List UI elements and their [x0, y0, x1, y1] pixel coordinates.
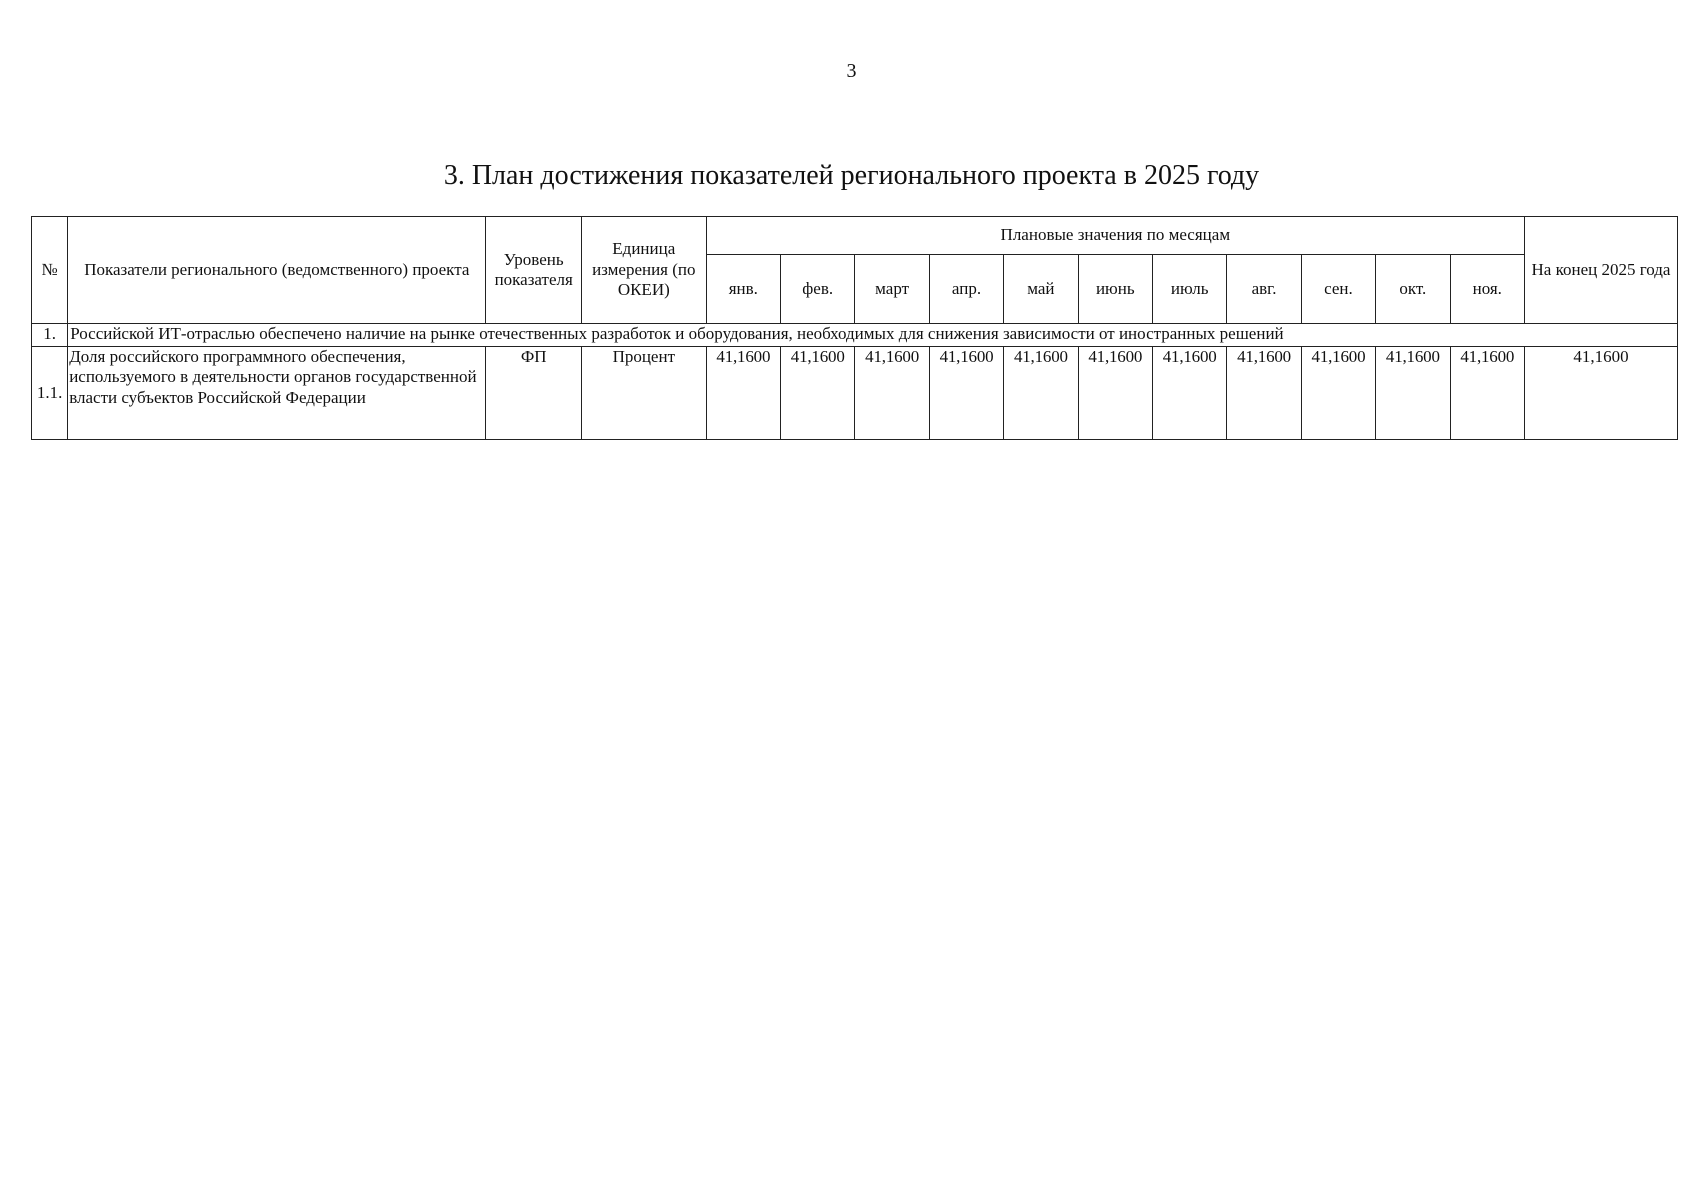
section-row [32, 324, 1678, 347]
table-row [32, 347, 1678, 440]
indicators-plan-table [31, 216, 1678, 440]
header-month: сен. [1301, 255, 1375, 324]
header-monthly-group: Плановые значения по месяцам [706, 217, 1524, 255]
section-num: 1. [32, 324, 68, 347]
row-month-value: 41,1600 [1301, 347, 1375, 440]
row-unit: Процент [581, 347, 706, 440]
header-year-end: На конец 2025 года [1525, 217, 1678, 324]
header-level: Уровень показателя [486, 217, 582, 324]
header-month: авг. [1227, 255, 1301, 324]
header-month: ноя. [1450, 255, 1524, 324]
row-month-value: 41,1600 [1152, 347, 1226, 440]
header-month: окт. [1376, 255, 1450, 324]
row-month-value: 41,1600 [929, 347, 1003, 440]
header-month: июнь [1078, 255, 1152, 324]
row-indicator: Доля российского программного обеспечения, используемого в деятельности органов государственной власти субъектов Российской Федерации [68, 347, 486, 440]
row-num: 1.1. [32, 347, 68, 440]
row-month-value: 41,1600 [1227, 347, 1301, 440]
header-month: март [855, 255, 929, 324]
header-month: июль [1152, 255, 1226, 324]
section-title: Российской ИТ-отраслью обеспечено наличие на рынке отечественных разработок и оборудования, необходимых для снижения зависимости от иностранных решений [68, 324, 1678, 347]
row-month-value: 41,1600 [855, 347, 929, 440]
row-month-value: 41,1600 [1078, 347, 1152, 440]
document-title: 3. План достижения показателей регионального проекта в 2025 году [443, 160, 1260, 191]
header-month: фев. [781, 255, 855, 324]
row-month-value: 41,1600 [781, 347, 855, 440]
page-number: 3 [846, 60, 857, 82]
row-month-value: 41,1600 [1450, 347, 1524, 440]
header-month: янв. [706, 255, 780, 324]
header-month: май [1004, 255, 1078, 324]
header-num: № [32, 217, 68, 324]
row-year-end-value: 41,1600 [1525, 347, 1678, 440]
row-month-value: 41,1600 [706, 347, 780, 440]
row-level: ФП [486, 347, 582, 440]
header-month: апр. [929, 255, 1003, 324]
row-month-value: 41,1600 [1376, 347, 1450, 440]
row-month-value: 41,1600 [1004, 347, 1078, 440]
header-unit: Единица измерения (по ОКЕИ) [581, 217, 706, 324]
header-row-top [32, 217, 1678, 255]
header-indicator: Показатели регионального (ведомственного) проекта [68, 217, 486, 324]
